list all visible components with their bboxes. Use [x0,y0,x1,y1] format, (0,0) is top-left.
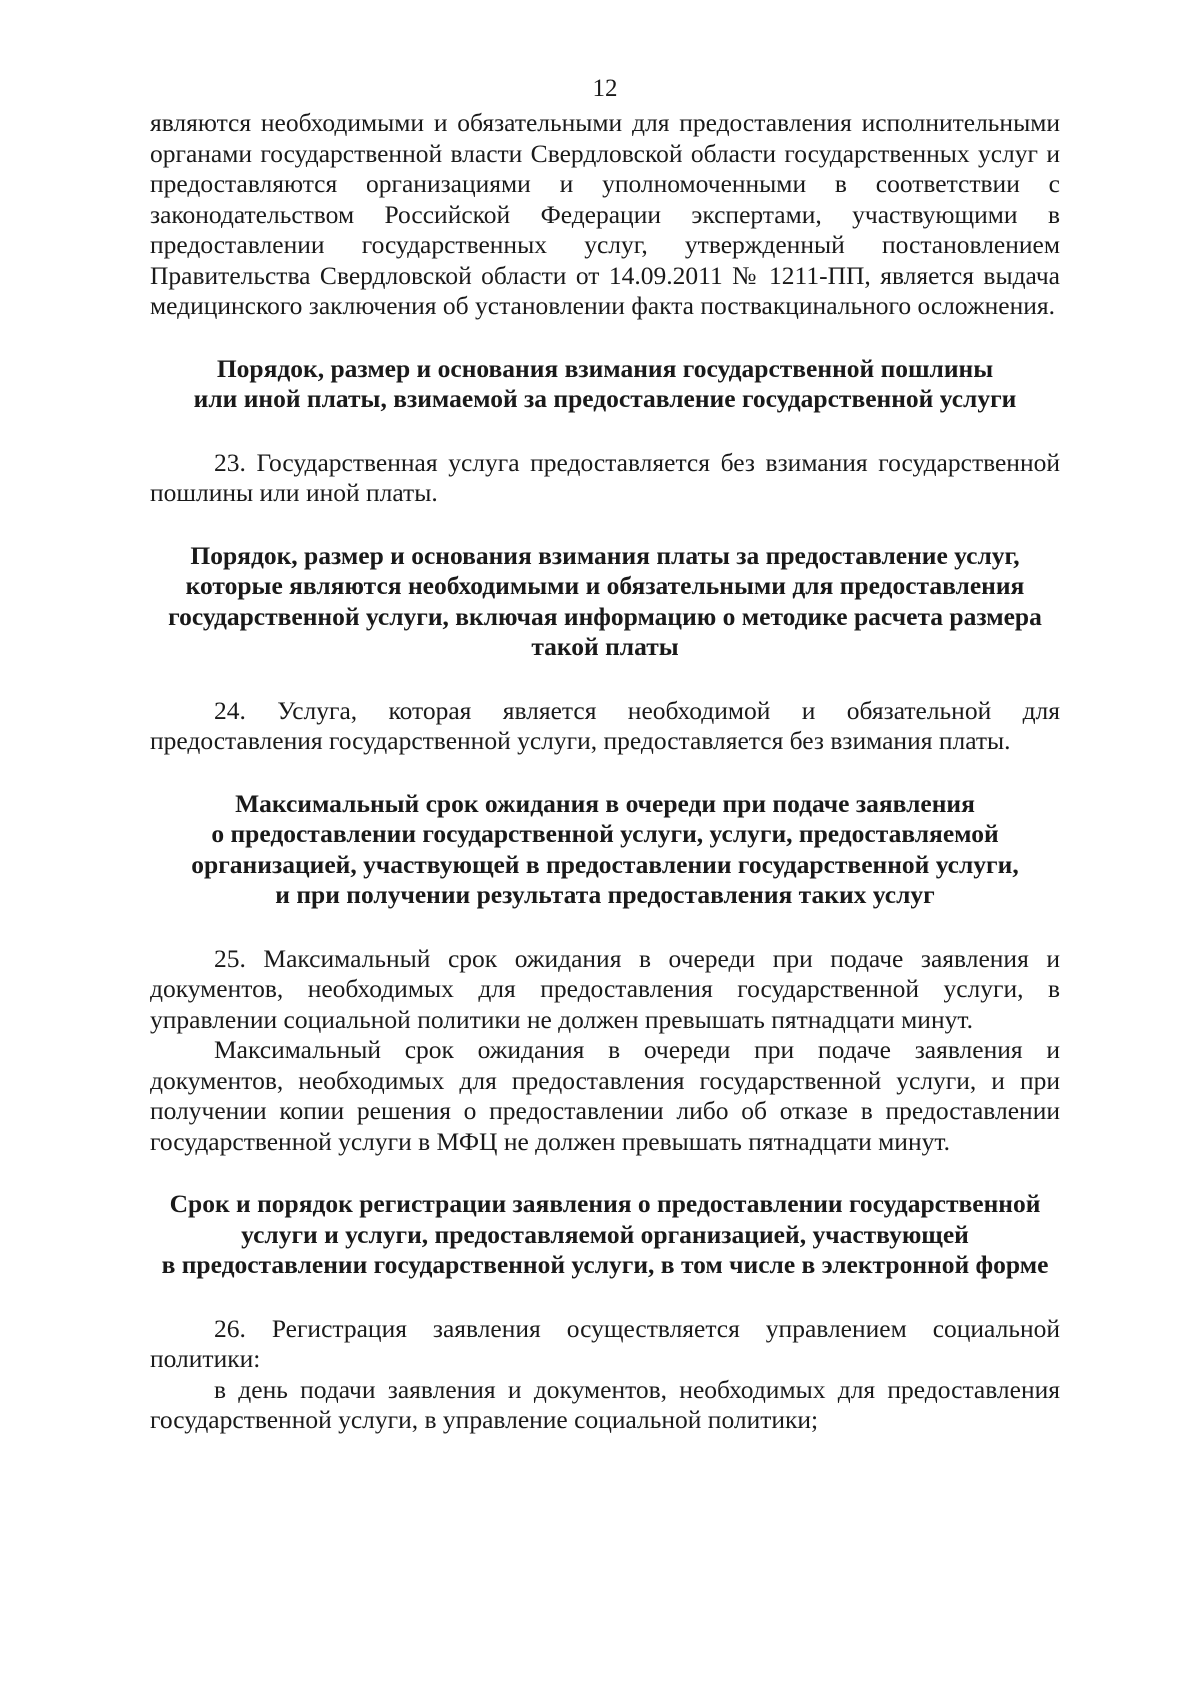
paragraph-23: 23. Государственная услуга предоставляется без взимания государственной пошлины или иной платы. [150,447,1060,507]
heading-line: Максимальный срок ожидания в очереди при подаче заявления [235,788,975,818]
heading-state-fee [150,354,1060,415]
heading-line: или иной платы, взимаемой за предоставление государственной услуги [193,384,1017,413]
paragraph-24: 24. Услуга, которая является необходимой и обязательной для предоставления государственной услуги, предоставляется без взимания платы. [150,695,1060,755]
heading-line: такой платы [531,632,679,661]
heading-line: Порядок, размер и основания взимания государственной пошлины [216,353,994,383]
heading-line: организацией, участвующей в предоставлении государственной услуги, [191,849,1019,879]
heading-line: и при получении результата предоставления таких услуг [275,880,935,909]
heading-queue-time [150,789,1060,911]
heading-paid-services [150,541,1060,663]
heading-line: государственной услуги, включая информацию о методике расчета размера [168,601,1042,631]
heading-line: услуги и услуги, предоставляемой организацией, участвующей [241,1219,969,1249]
paragraph-26: 26. Регистрация заявления осуществляется управлением социальной политики: [150,1313,1060,1373]
heading-line: которые являются необходимыми и обязательными для предоставления [185,571,1025,600]
heading-line: Срок и порядок регистрации заявления о предоставлении государственной [169,1189,1041,1218]
heading-line: в предоставлении государственной услуги, в том числе в электронной форме [161,1250,1049,1279]
paragraph-25-second: Максимальный срок ожидания в очереди при подаче заявления и документов, необходимых для предоставления государственной услуги, и при получении копии решения о предоставлении либо об отказе в предоставлении государственной услуги в МФЦ не должен превышать пятнадцати минут. [150,1035,1060,1156]
paragraph-26-item: в день подачи заявления и документов, необходимых для предоставления государственной услуги, в управление социальной политики; [150,1374,1060,1434]
heading-line: Порядок, размер и основания взимания платы за предоставление услуг, [190,540,1020,570]
heading-registration [150,1189,1060,1281]
heading-line: о предоставлении государственной услуги, услуги, предоставляемой [211,819,999,848]
page-number: 12 [592,75,618,102]
intro-paragraph: являются необходимыми и обязательными для предоставления исполнительными органами государственной власти Свердловской области государственных услуг и предоставляются организациями и уполномоченными в соответствии с законодательством Российской Федерации экспертами, участвующими в предоставлении государственных услуг, утвержденный постановлением Правительства Свердловской области от 14.09.2011 № 1211-ПП, является выдача медицинского заключения об установлении факта поствакцинального осложнения. [150,108,1060,320]
document-page [150,74,1060,1436]
paragraph-25: 25. Максимальный срок ожидания в очереди при подаче заявления и документов, необходимых для предоставления государственной услуги, в управлении социальной политики не должен превышать пятнадцати минут. [150,943,1060,1034]
